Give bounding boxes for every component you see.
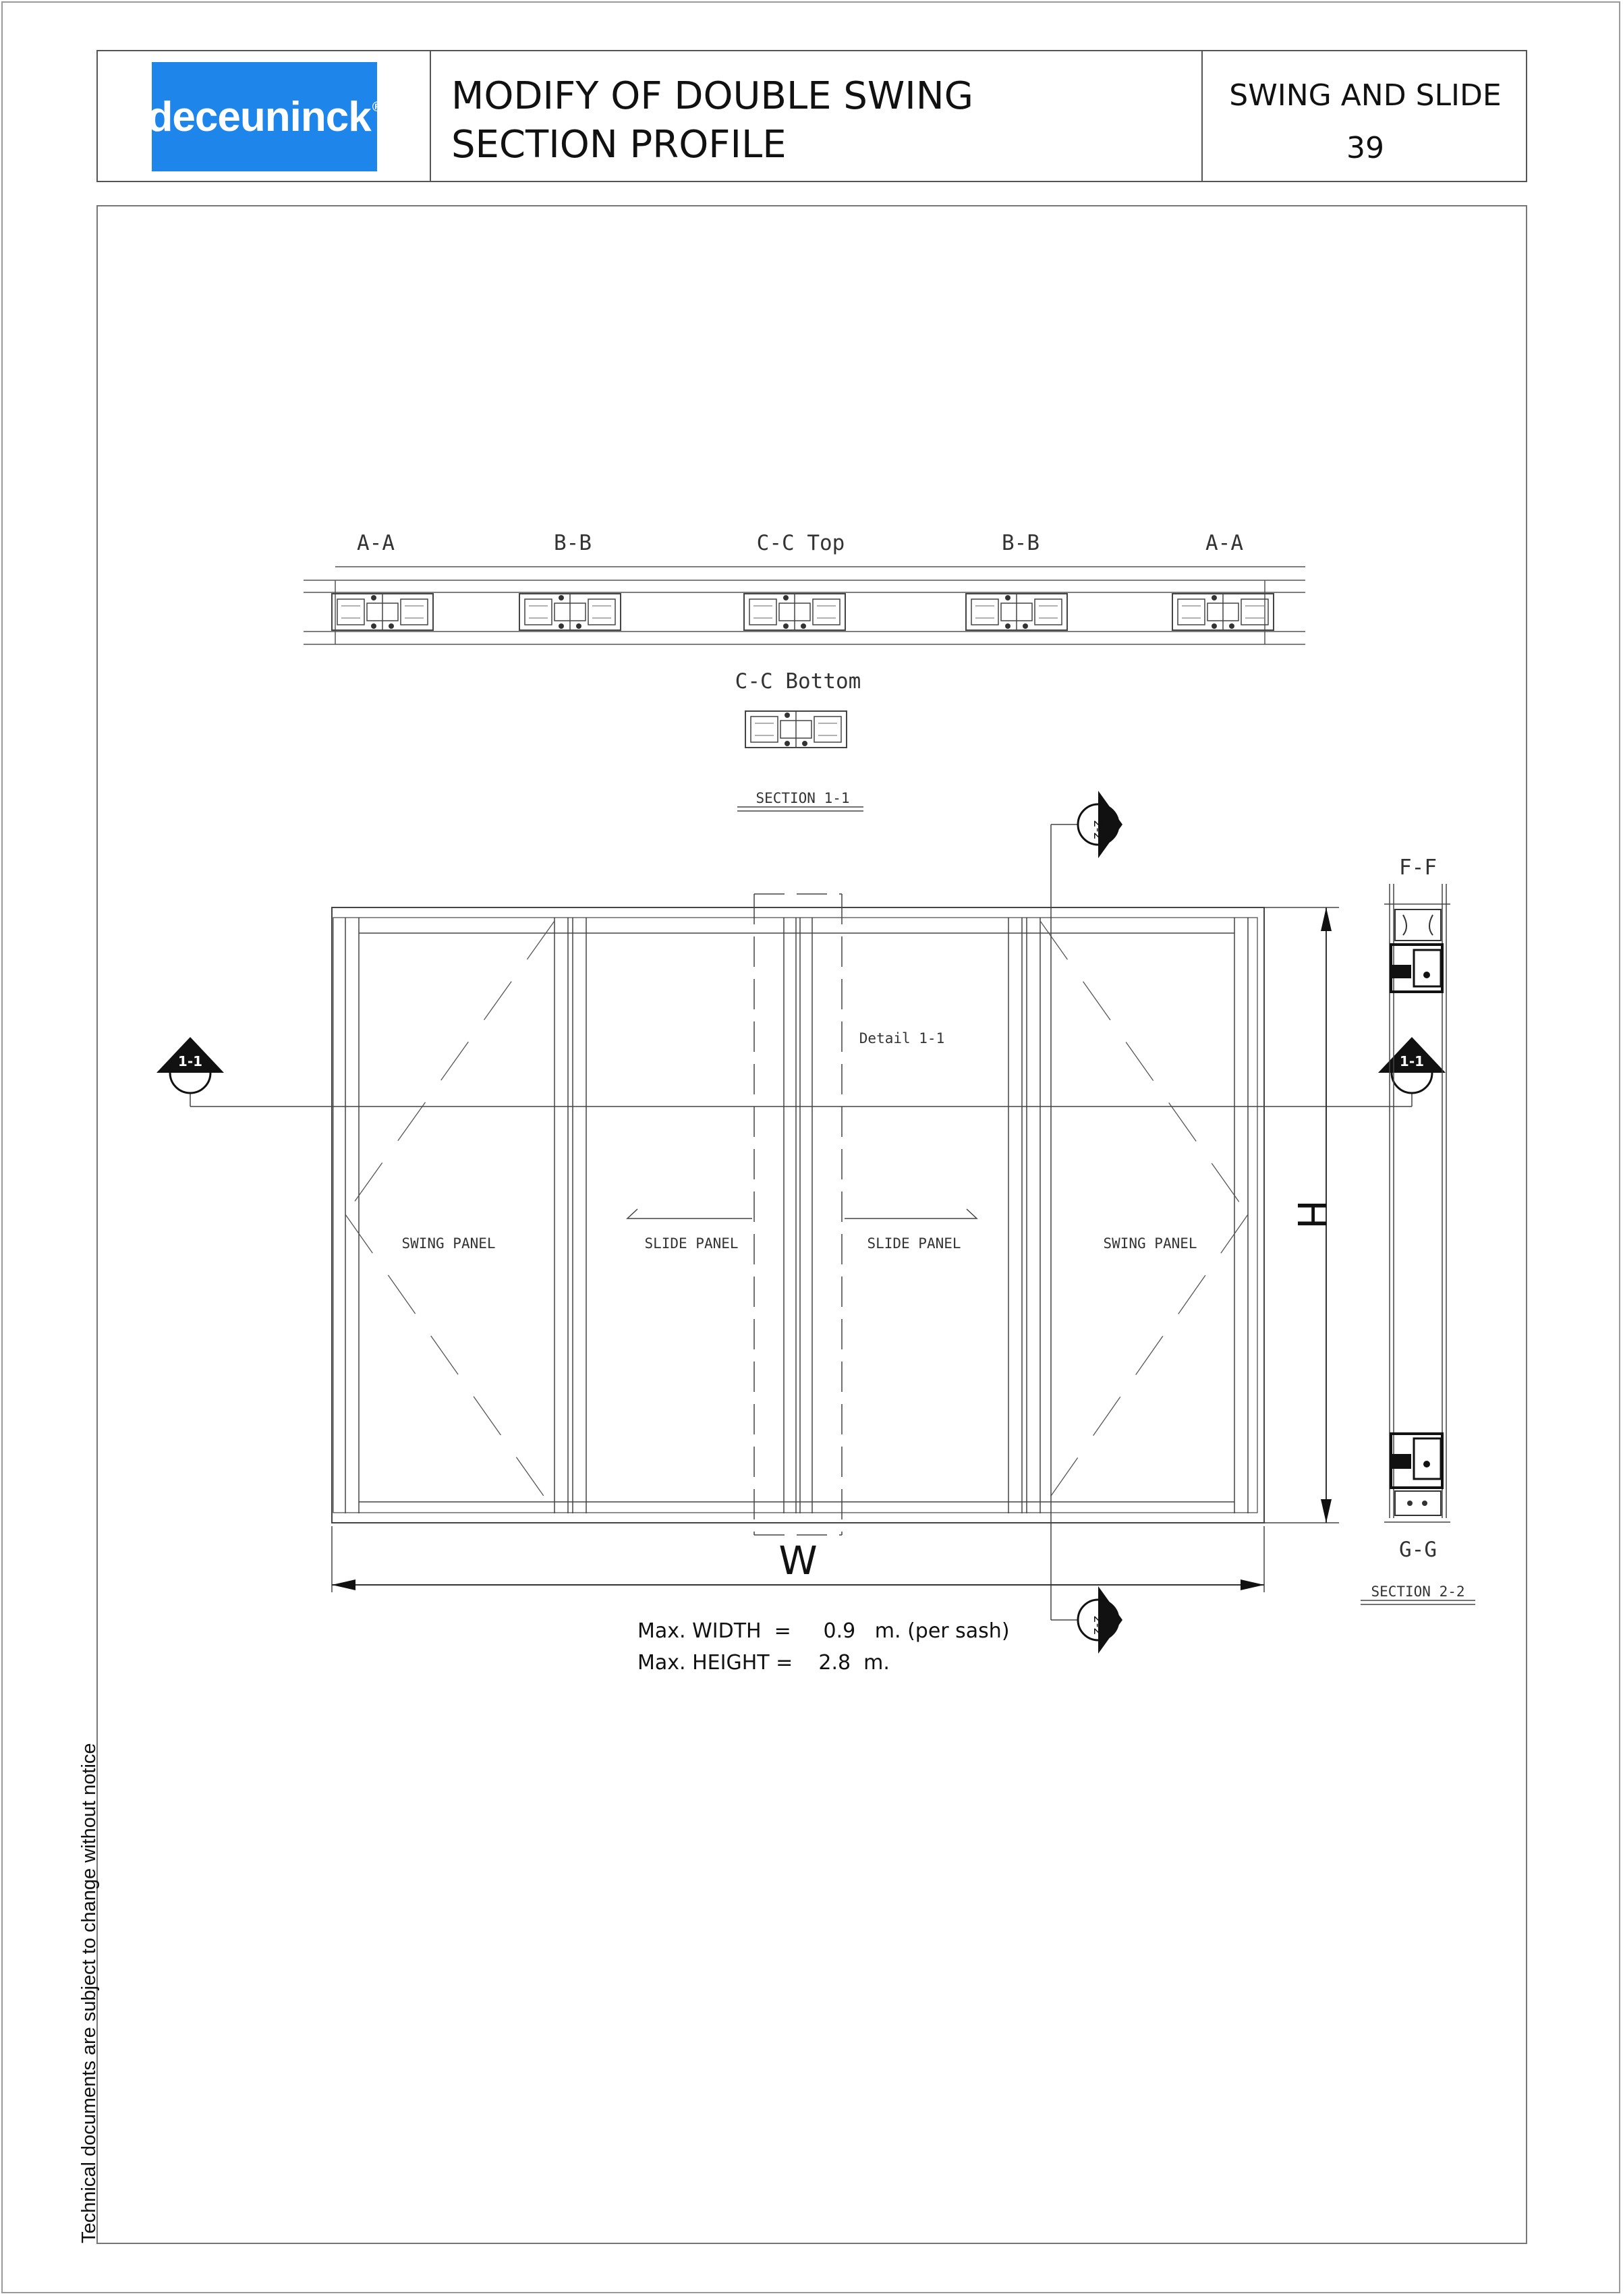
outer-frame [332, 907, 1264, 1523]
profile-a-a [332, 594, 433, 630]
side-note: Technical documents are subject to change without notice [78, 1743, 100, 2243]
max-height-spec: Max. HEIGHT = 2.8 m. [637, 1651, 890, 1675]
document-title-line-2: SECTION PROFILE [451, 123, 787, 167]
section-label-c-c-bottom: C-C Bottom [735, 669, 861, 694]
height-symbol: H [1288, 1200, 1334, 1229]
section-1-1-caption: SECTION 1-1 [756, 790, 850, 806]
section-label-c-c-top: C-C Top [756, 531, 845, 555]
marker-label: 2-2 [1091, 1615, 1105, 1635]
section-marker-1-1 [1378, 1037, 1446, 1093]
marker-label: 1-1 [177, 1053, 203, 1069]
section-marker-1-1 [156, 1037, 224, 1093]
section-label-b-b: B-B [554, 531, 592, 555]
panel-label-swing: SWING PANEL [401, 1235, 496, 1252]
width-symbol: W [778, 1538, 818, 1584]
section-2-2 [1361, 856, 1475, 1604]
outer-frame [333, 918, 1257, 1513]
panel-label-slide: SLIDE PANEL [867, 1235, 961, 1252]
panel-label-slide: SLIDE PANEL [644, 1235, 739, 1252]
section-2-2-caption: SECTION 2-2 [1371, 1584, 1465, 1600]
section-marker-2-2 [1078, 791, 1122, 858]
slide-arrows [627, 1209, 977, 1219]
marker-label: 1-1 [1399, 1053, 1425, 1069]
section-cut-line-2-2 [1051, 791, 1122, 1654]
section-1-1 [304, 531, 1305, 811]
width-dimension [332, 1526, 1264, 1592]
height-dimension [1265, 907, 1339, 1523]
registered-mark: ® [372, 99, 382, 115]
page-number: 39 [1346, 131, 1384, 165]
section-marker-2-2 [1078, 1586, 1122, 1654]
profile-a-a [1172, 594, 1274, 630]
document-title-line-1: MODIFY OF DOUBLE SWING [451, 74, 974, 118]
section-label-a-a: A-A [357, 531, 395, 555]
profile-b-b [519, 594, 621, 630]
swing-opening-lines [345, 921, 1248, 1511]
profile-f-f [1391, 909, 1442, 992]
sash-profiles [345, 918, 1248, 1513]
section-label-f-f: F-F [1399, 856, 1437, 880]
detail-label: Detail 1-1 [859, 1030, 945, 1046]
marker-label: 2-2 [1091, 820, 1105, 840]
detail-1-1-outline [754, 894, 842, 1535]
profile-g-g [1391, 1434, 1442, 1515]
section-label-a-a: A-A [1205, 531, 1243, 555]
elevation-drawing [332, 894, 1264, 1535]
section-cut-line-1-1 [156, 1037, 1446, 1107]
panel-label-swing: SWING PANEL [1103, 1235, 1197, 1252]
max-width-spec: Max. WIDTH = 0.9 m. (per sash) [637, 1619, 1010, 1643]
logo-text: deceuninck [147, 93, 371, 140]
profile-b-b [966, 594, 1067, 630]
profile-c-c-top [744, 594, 845, 630]
profile-c-c-bottom [745, 711, 847, 748]
category-label: SWING AND SLIDE [1229, 78, 1502, 113]
section-label-g-g: G-G [1399, 1538, 1437, 1562]
section-label-b-b: B-B [1002, 531, 1040, 555]
